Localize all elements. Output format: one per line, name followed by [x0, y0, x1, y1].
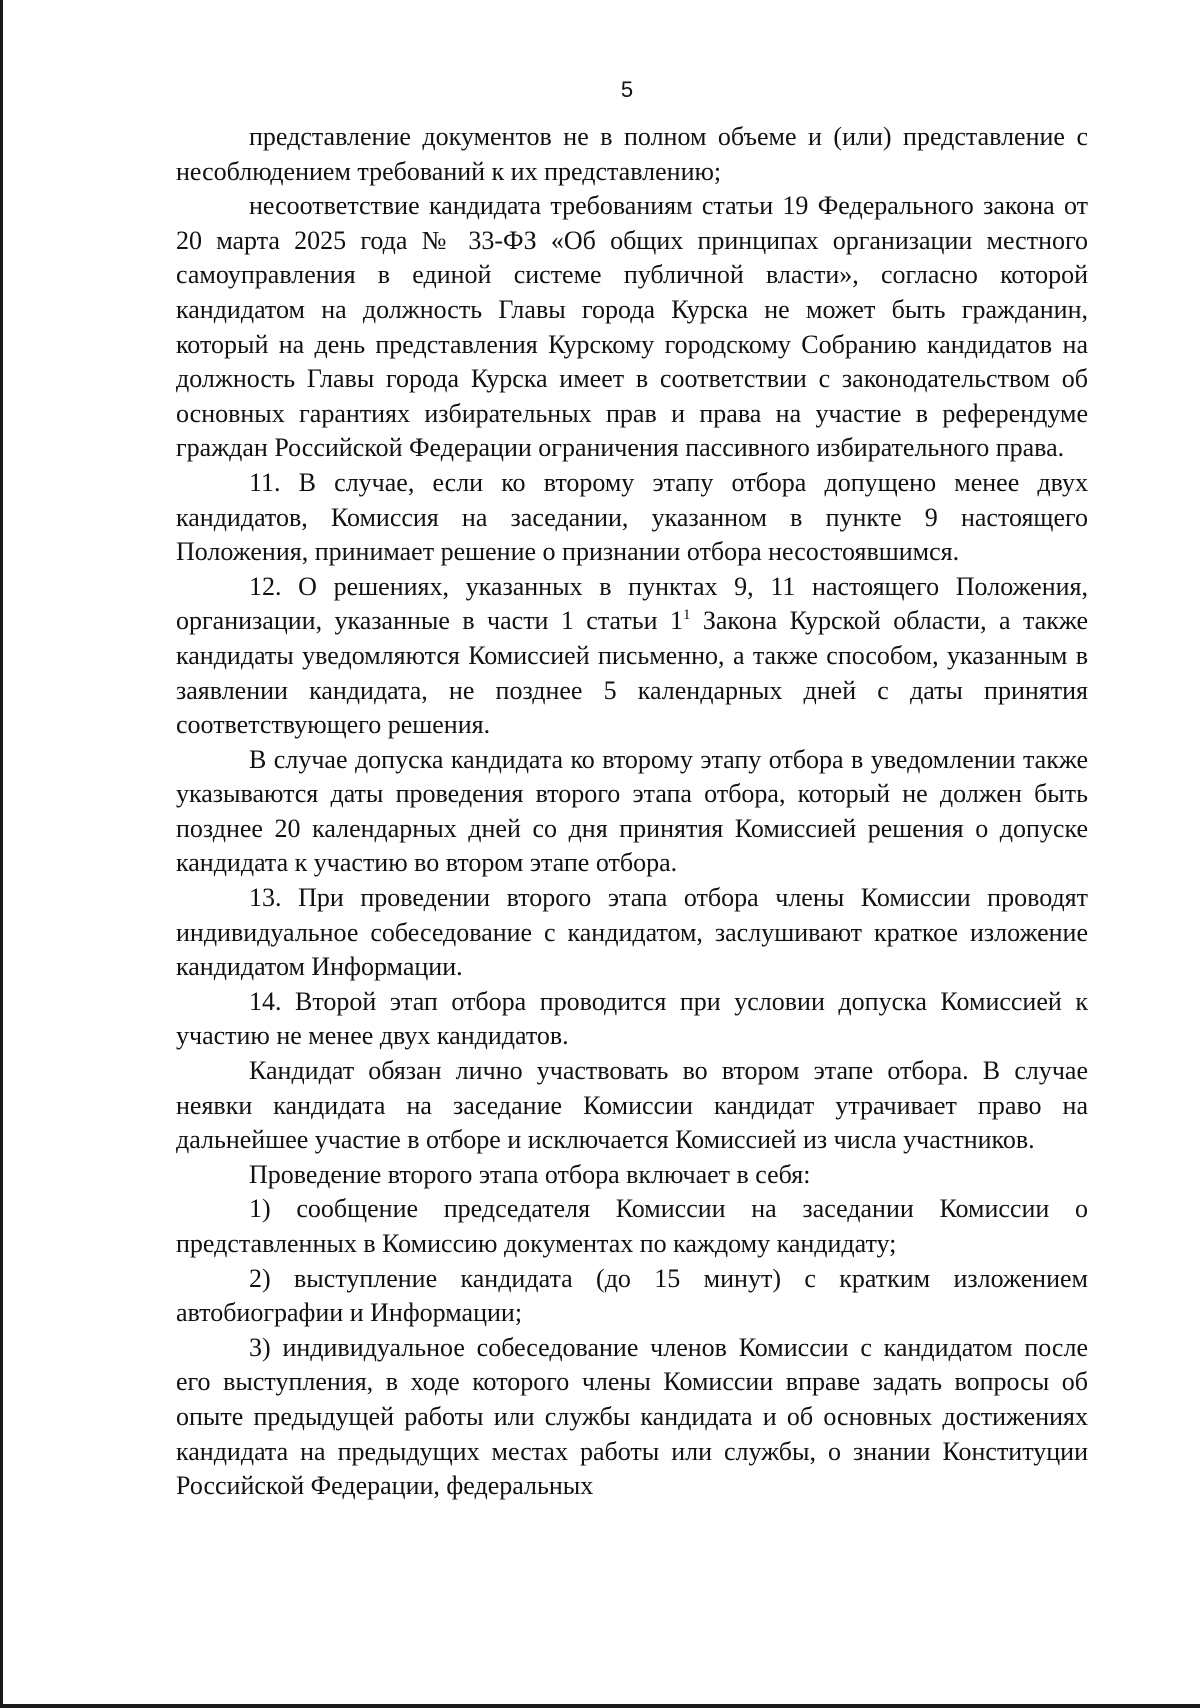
list-item-2: 2) выступление кандидата (до 15 минут) с кратким изложением автобиографии и Информации;: [176, 1263, 1088, 1328]
document-body: [176, 120, 1088, 1504]
paragraph-item-12-text-before: 12. О решениях, указанных в пунктах 9, 11 настоящего Положения, организации, указанные в части 1 статьи 1: [176, 571, 1088, 636]
scan-edge-bottom: [0, 1704, 1200, 1708]
list-item-3: 3) индивидуальное собеседование членов Комиссии с кандидатом после его выступления, в ходе которого члены Комиссии вправе задать вопросы об опыте предыдущей работы или службы кандидата и об основных достижениях кандидата на предыдущих местах работы или службы, о знании Конституции Российской Федерации, федеральных: [176, 1332, 1088, 1501]
paragraph-item-12: [176, 570, 1088, 743]
paragraph-item-12-superscript: 1: [682, 607, 691, 624]
paragraph-personal-participation: Кандидат обязан лично участвовать во втором этапе отбора. В случае неявки кандидата на заседание Комиссии кандидат утрачивает право на дальнейшее участие в отборе и исключается Комиссией из числа участников.: [176, 1056, 1088, 1155]
paragraph-document-submission: представление документов не в полном объеме и (или) представление с несоблюдением требований к их представлению;: [176, 122, 1088, 186]
paragraph-second-stage-includes: Проведение второго этапа отбора включает в себя:: [249, 1159, 811, 1189]
paragraph-item-14: 14. Второй этап отбора проводится при условии допуска Комиссией к участию не менее двух кандидатов.: [176, 986, 1088, 1051]
paragraph-second-stage-notice: В случае допуска кандидата ко второму этапу отбора в уведомлении также указываются даты проведения второго этапа отбора, который не должен быть позднее 20 календарных дней со дня принятия Комиссией решения о допуске кандидата к участию во втором этапе отбора.: [176, 744, 1088, 878]
paragraph-item-13: 13. При проведении второго этапа отбора члены Комиссии проводят индивидуальное собеседование с кандидатом, заслушивают краткое изложение кандидатом Информации.: [176, 883, 1088, 982]
paragraph-item-12-text-after: Закона Курской области, а также кандидаты уведомляются Комиссией письменно, а также способом, указанным в заявлении кандидата, не позднее 5 календарных дней с даты принятия соответствующего решения.: [176, 606, 1088, 740]
paragraph-candidate-noncompliance: несоответствие кандидата требованиям статьи 19 Федерального закона от 20 марта 2025 года № 33-ФЗ «Об общих принципах организации местного самоуправления в единой системе публичной власти», согласно которой кандидатом на должность Главы города Курска не может быть гражданин, который на день представления Курскому городскому Собранию кандидатов на должность Главы города Курска имеет в соответствии с законодательством об основных гарантиях избирательных прав и права на участие в референдуме граждан Российской Федерации ограничения пассивного избирательного права.: [176, 191, 1088, 463]
paragraph-item-11: 11. В случае, если ко второму этапу отбора допущено менее двух кандидатов, Комиссия на заседании, указанном в пункте 9 настоящего Положения, принимает решение о признании отбора несостоявшимся.: [176, 467, 1088, 567]
page-number: 5: [620, 77, 634, 102]
list-item-1: 1) сообщение председателя Комиссии на заседании Комиссии о представленных в Комиссию документах по каждому кандидату;: [176, 1194, 1088, 1258]
scan-edge-left: [0, 0, 3, 1708]
